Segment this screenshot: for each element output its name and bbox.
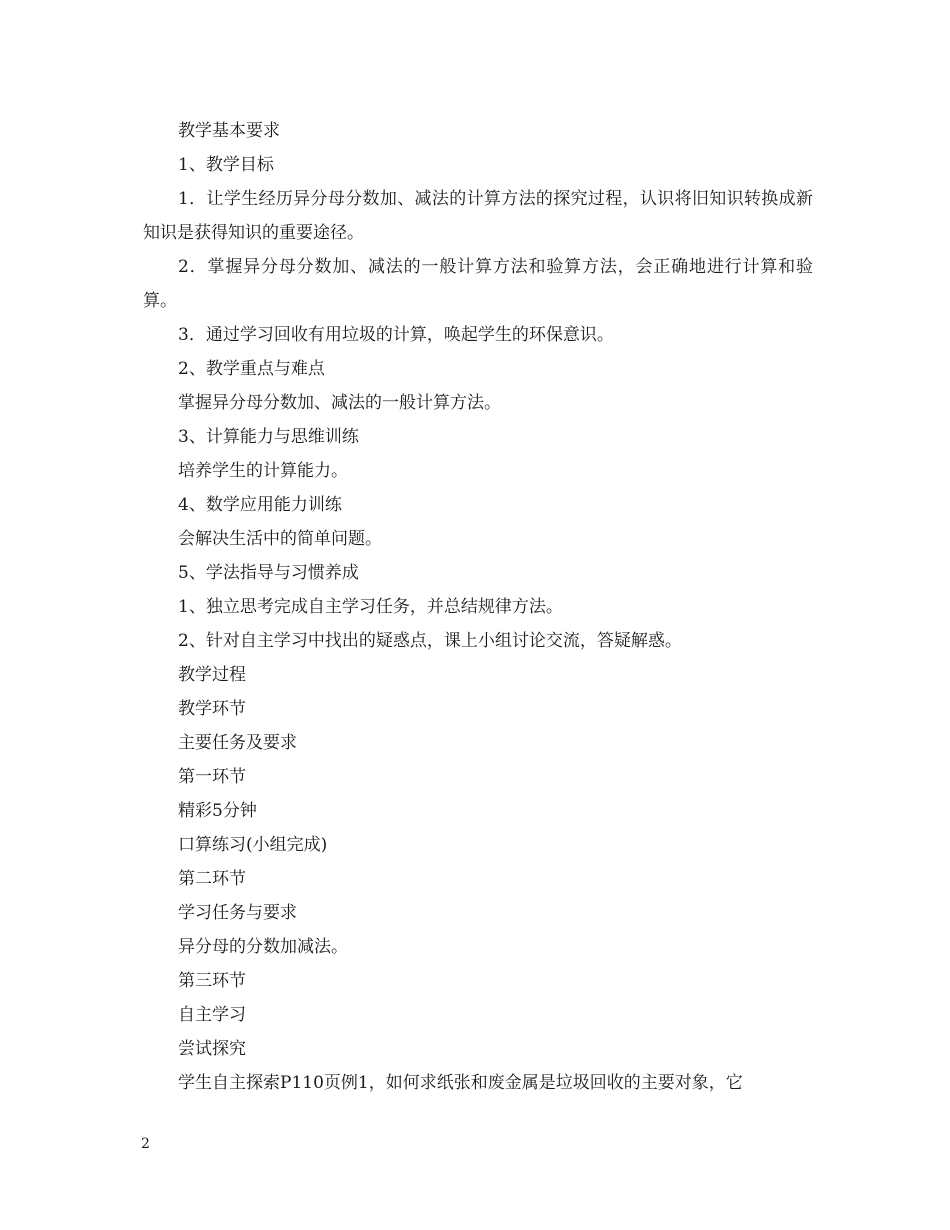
paragraph: 1、独立思考完成自主学习任务，并总结规律方法。 [178, 597, 563, 617]
paragraph: 第三环节 [178, 971, 246, 991]
paragraph: 2．掌握异分母分数加、减法的一般计算方法和验算方法，会正确地进行计算和验算。 [143, 257, 813, 311]
page-number: 2 [141, 1136, 150, 1152]
paragraph: 学习任务与要求 [178, 903, 297, 923]
section-heading: 3、计算能力与思维训练 [178, 427, 359, 447]
paragraph: 尝试探究 [178, 1039, 246, 1059]
document-body [143, 114, 813, 1100]
paragraph: 教学环节 [178, 699, 246, 719]
section-heading: 1、教学目标 [178, 155, 274, 175]
paragraph: 掌握异分母分数加、减法的一般计算方法。 [178, 393, 501, 413]
paragraph: 3．通过学习回收有用垃圾的计算，唤起学生的环保意识。 [178, 325, 614, 345]
paragraph: 会解决生活中的简单问题。 [178, 529, 382, 549]
section-heading: 2、教学重点与难点 [178, 359, 325, 379]
paragraph: 主要任务及要求 [178, 733, 297, 753]
paragraph: 第一环节 [178, 767, 246, 787]
section-heading: 教学过程 [178, 665, 246, 685]
paragraph: 口算练习(小组完成) [178, 835, 328, 855]
paragraph: 2、针对自主学习中找出的疑惑点，课上小组讨论交流，答疑解惑。 [178, 631, 682, 651]
paragraph: 学生自主探索P110页例1，如何求纸张和废金属是垃圾回收的主要对象，它 [178, 1073, 743, 1093]
section-heading: 教学基本要求 [178, 121, 280, 141]
paragraph: 自主学习 [178, 1005, 246, 1025]
section-heading: 4、数学应用能力训练 [178, 495, 342, 515]
paragraph: 异分母的分数加减法。 [178, 937, 348, 957]
paragraph: 精彩5分钟 [178, 801, 257, 821]
section-heading: 5、学法指导与习惯养成 [178, 563, 359, 583]
paragraph: 培养学生的计算能力。 [178, 461, 348, 481]
paragraph: 第二环节 [178, 869, 246, 889]
paragraph: 1．让学生经历异分母分数加、减法的计算方法的探究过程，认识将旧知识转换成新知识是获得知识的重要途径。 [143, 189, 813, 243]
